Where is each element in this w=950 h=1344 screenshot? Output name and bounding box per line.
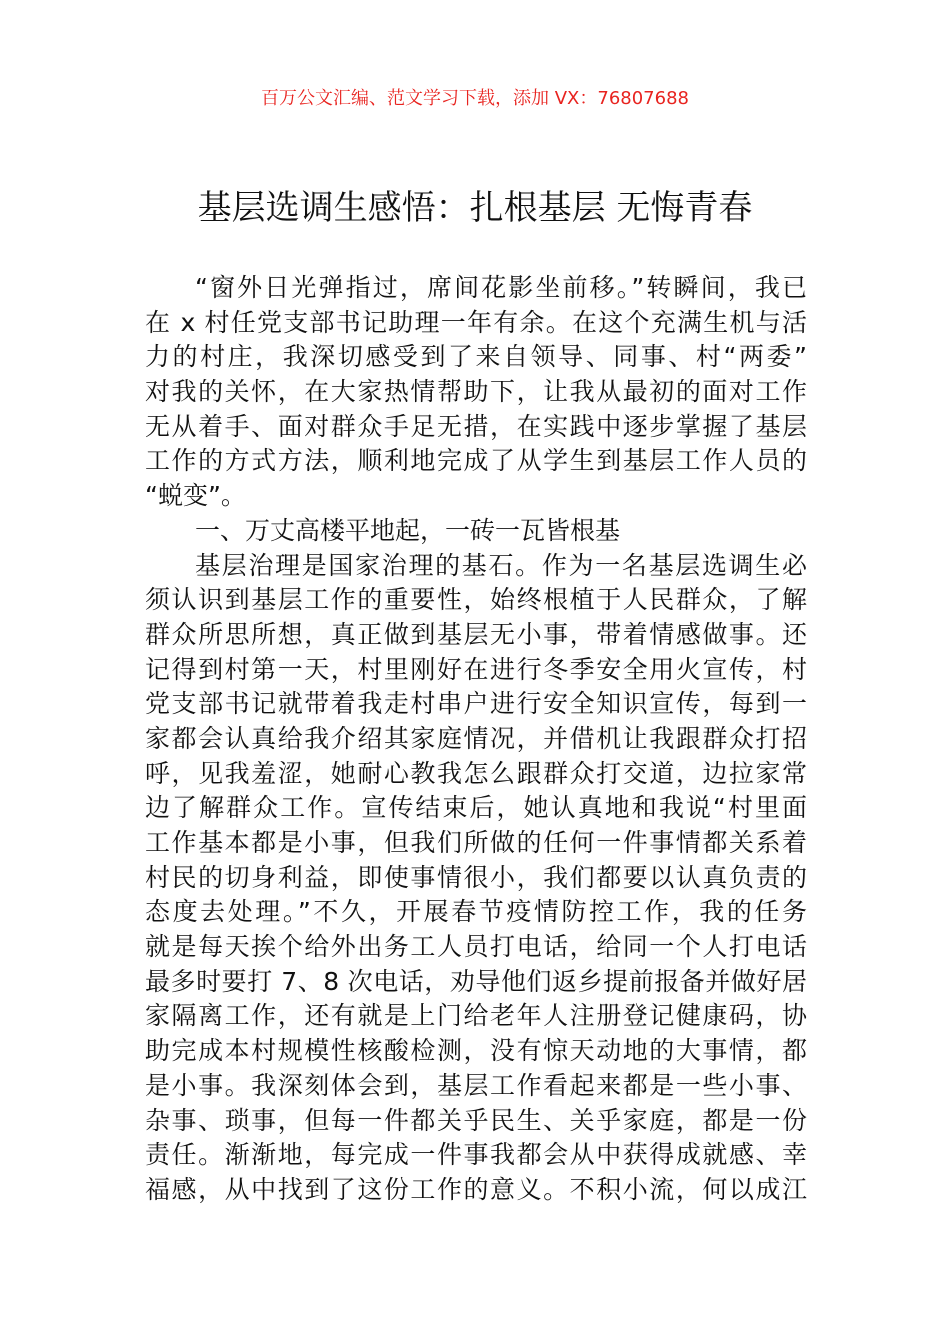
paragraph-line: 呼，见我羞涩，她耐心教我怎么跟群众打交道，边拉家常 — [145, 758, 807, 788]
paragraph-line: 最多时要打 7、8 次电话，劝导他们返乡提前报备并做好居 — [145, 966, 807, 996]
paragraph-line: 无从着手、面对群众手足无措，在实践中逐步掌握了基层 — [145, 411, 807, 441]
paragraph-line: 福感，从中找到了这份工作的意义。不积小流，何以成江 — [145, 1174, 807, 1204]
paragraph-line: 群众所思所想，真正做到基层无小事，带着情感做事。还 — [145, 619, 807, 649]
paragraph-line: 须认识到基层工作的重要性，始终根植于人民群众，了解 — [145, 585, 807, 615]
paragraph-line: 责任。渐渐地，每完成一件事我都会从中获得成就感、幸 — [145, 1140, 807, 1170]
paragraph-line: 对我的关怀，在大家热情帮助下，让我从最初的面对工作 — [145, 377, 807, 407]
paragraph-line: 工作基本都是小事，但我们所做的任何一件事情都关系着 — [145, 828, 807, 857]
paragraph-line: 记得到村第一天，村里刚好在进行冬季安全用火宣传，村 — [145, 654, 807, 684]
document-title: 基层选调生感悟：扎根基层 无悔青春 — [197, 188, 753, 228]
document-body — [145, 271, 807, 1208]
paragraph-line: 家隔离工作，还有就是上门给老年人注册登记健康码，协 — [145, 1001, 807, 1031]
paragraph-line: 在 x 村任党支部书记助理一年有余。在这个充满生机与活 — [145, 307, 807, 337]
paragraph-line: “蜕变”。 — [145, 481, 246, 511]
paragraph-line: 党支部书记就带着我走村串户进行安全知识宣传，每到一 — [145, 689, 807, 719]
watermark-header: 百万公文汇编、范文学习下载，添加 VX：76807688 — [261, 88, 689, 109]
paragraph-line: 基层治理是国家治理的基石。作为一名基层选调生必 — [195, 550, 807, 580]
paragraph-line: 力的村庄，我深切感受到了来自领导、同事、村“两委” — [145, 342, 807, 372]
paragraph-line: 态度去处理。”不久，开展春节疫情防控工作，我的任务 — [145, 897, 807, 927]
paragraph-line: 是小事。我深刻体会到，基层工作看起来都是一些小事、 — [145, 1070, 807, 1100]
paragraph-line: 村民的切身利益，即使事情很小，我们都要以认真负责的 — [145, 862, 807, 892]
paragraph-line: 工作的方式方法，顺利地完成了从学生到基层工作人员的 — [145, 446, 807, 476]
paragraph-line: “窗外日光弹指过，席间花影坐前移。”转瞬间，我已 — [195, 273, 807, 302]
paragraph-line: 边了解群众工作。宣传结束后，她认真地和我说“村里面 — [145, 793, 807, 823]
paragraph-line: 就是每天挨个给外出务工人员打电话，给同一个人打电话 — [145, 932, 807, 962]
section-heading: 一、万丈高楼平地起，一砖一瓦皆根基 — [195, 515, 621, 545]
paragraph-line: 杂事、琐事，但每一件都关乎民生、关乎家庭，都是一份 — [145, 1105, 807, 1135]
paragraph-line: 助完成本村规模性核酸检测，没有惊天动地的大事情，都 — [145, 1036, 807, 1066]
paragraph-line: 家都会认真给我介绍其家庭情况，并借机让我跟群众打招 — [145, 723, 807, 753]
